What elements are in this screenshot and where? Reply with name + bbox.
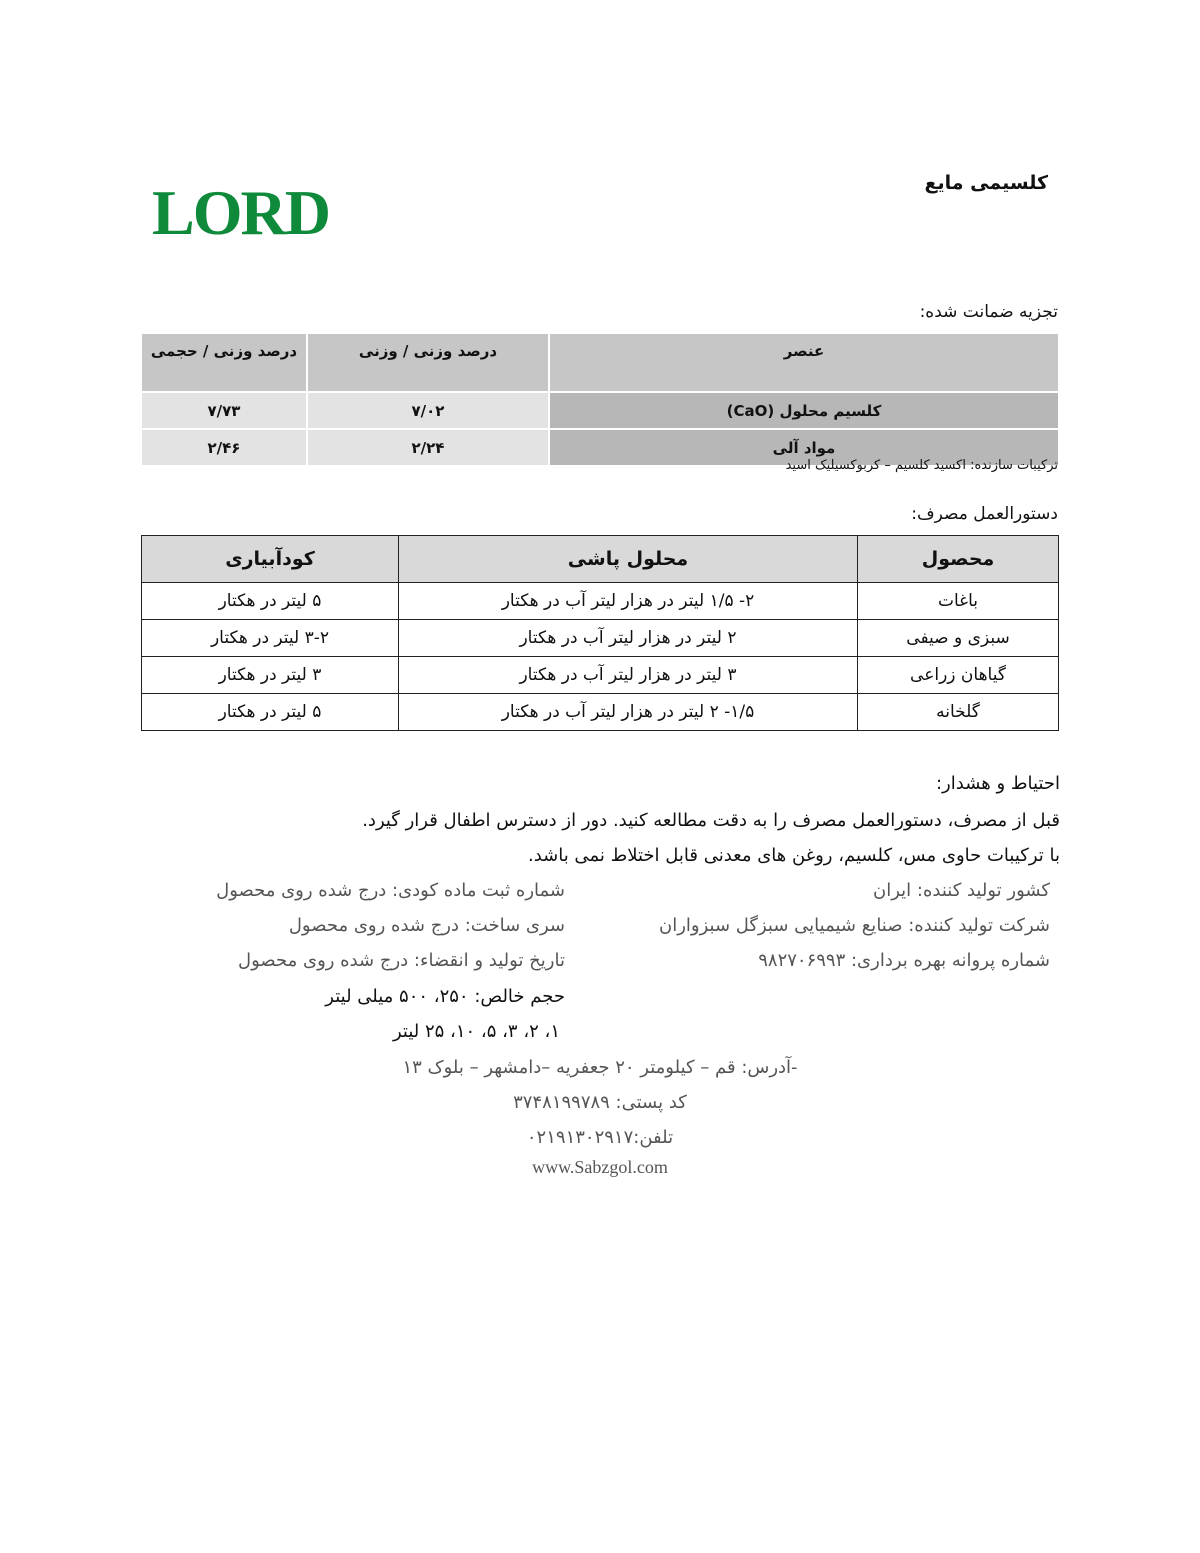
analysis-wv-value: ۷/۷۳	[142, 391, 308, 428]
usage-fertigation: ۵ لیتر در هکتار	[142, 694, 399, 731]
analysis-ww-value: ۷/۰۲	[308, 391, 550, 428]
logo-wordmark: LORD	[152, 177, 329, 248]
usage-fertigation: ۵ لیتر در هکتار	[142, 583, 399, 620]
postal-code: کد پستی: ۳۷۴۸۱۹۹۷۸۹	[513, 1092, 687, 1113]
composition-note: ترکیبات سازنده: اکسید کلسیم – کربوکسیلیک اسید	[785, 458, 1058, 473]
product-title: کلسیمی مایع	[924, 172, 1048, 194]
warning-line: با ترکیبات حاوی مس، کلسیم، روغن های معدنی قابل اختلاط نمی باشد.	[527, 845, 1060, 866]
usage-spray: ۱/۵- ۲ لیتر در هزار لیتر آب در هکتار	[399, 694, 858, 731]
usage-row	[142, 657, 1059, 694]
net-volume: حجم خالص: ۲۵۰، ۵۰۰ میلی لیتر	[325, 986, 565, 1007]
address: -آدرس: قم – کیلومتر ۲۰ جعفریه –دامشهر – بلوک ۱۳	[402, 1057, 798, 1078]
analysis-element: کلسیم محلول (CaO)	[550, 391, 1058, 428]
usage-row	[142, 694, 1059, 731]
warning-title: احتیاط و هشدار:	[935, 773, 1060, 794]
usage-header-spray: محلول پاشی	[399, 536, 858, 583]
usage-crop: سبزی و صیفی	[858, 620, 1059, 657]
usage-spray: ۲ لیتر در هزار لیتر آب در هکتار	[399, 620, 858, 657]
usage-table	[141, 535, 1059, 731]
brand-logo	[150, 176, 330, 248]
usage-row	[142, 583, 1059, 620]
registration-number: شماره ثبت ماده کودی: درج شده روی محصول	[216, 880, 565, 901]
analysis-header-ww: درصد وزنی / وزنی	[308, 334, 550, 391]
liter-sizes: ۱، ۲، ۳، ۵، ۱۰، ۲۵ لیتر	[392, 1021, 560, 1042]
batch-number: سری ساخت: درج شده روی محصول	[288, 915, 565, 936]
usage-header-row	[142, 536, 1059, 583]
usage-crop: گیاهان زراعی	[858, 657, 1059, 694]
usage-header-crop: محصول	[858, 536, 1059, 583]
usage-header-fertigation: کودآبیاری	[142, 536, 399, 583]
analysis-header-element: عنصر	[550, 334, 1058, 391]
website-line	[0, 1157, 1200, 1178]
analysis-wv-value: ۲/۴۶	[142, 428, 308, 465]
usage-spray: ۳ لیتر در هزار لیتر آب در هکتار	[399, 657, 858, 694]
usage-fertigation: ۳ لیتر در هکتار	[142, 657, 399, 694]
usage-row	[142, 620, 1059, 657]
usage-fertigation: ۳-۲ لیتر در هکتار	[142, 620, 399, 657]
warning-line: قبل از مصرف، دستورالعمل مصرف را به دقت مطالعه کنید. دور از دسترس اطفال قرار گیرد.	[362, 810, 1060, 831]
usage-crop: باغات	[858, 583, 1059, 620]
phone: تلفن:۰۲۱۹۱۳۰۲۹۱۷	[526, 1127, 674, 1148]
usage-title: دستورالعمل مصرف:	[911, 504, 1058, 524]
operating-license: شماره پروانه بهره برداری: ۹۸۲۷۰۶۹۹۳	[758, 950, 1050, 971]
website-link[interactable]: www.Sabzgol.com	[532, 1157, 668, 1177]
analysis-element: مواد آلی	[550, 428, 1058, 465]
usage-spray: ۲- ۱/۵ لیتر در هزار لیتر آب در هکتار	[399, 583, 858, 620]
country-of-origin: کشور تولید کننده: ایران	[873, 880, 1050, 901]
analysis-header-row	[142, 334, 1058, 391]
analysis-ww-value: ۲/۲۴	[308, 428, 550, 465]
production-expiry-date: تاریخ تولید و انقضاء: درج شده روی محصول	[238, 950, 565, 971]
usage-crop: گلخانه	[858, 694, 1059, 731]
manufacturer: شرکت تولید کننده: صنایع شیمیایی سبزگل سبزواران	[659, 915, 1050, 936]
analysis-title: تجزیه ضمانت شده:	[919, 302, 1058, 322]
analysis-table	[142, 334, 1058, 465]
analysis-row	[142, 391, 1058, 428]
analysis-header-wv: درصد وزنی / حجمی	[142, 334, 308, 391]
